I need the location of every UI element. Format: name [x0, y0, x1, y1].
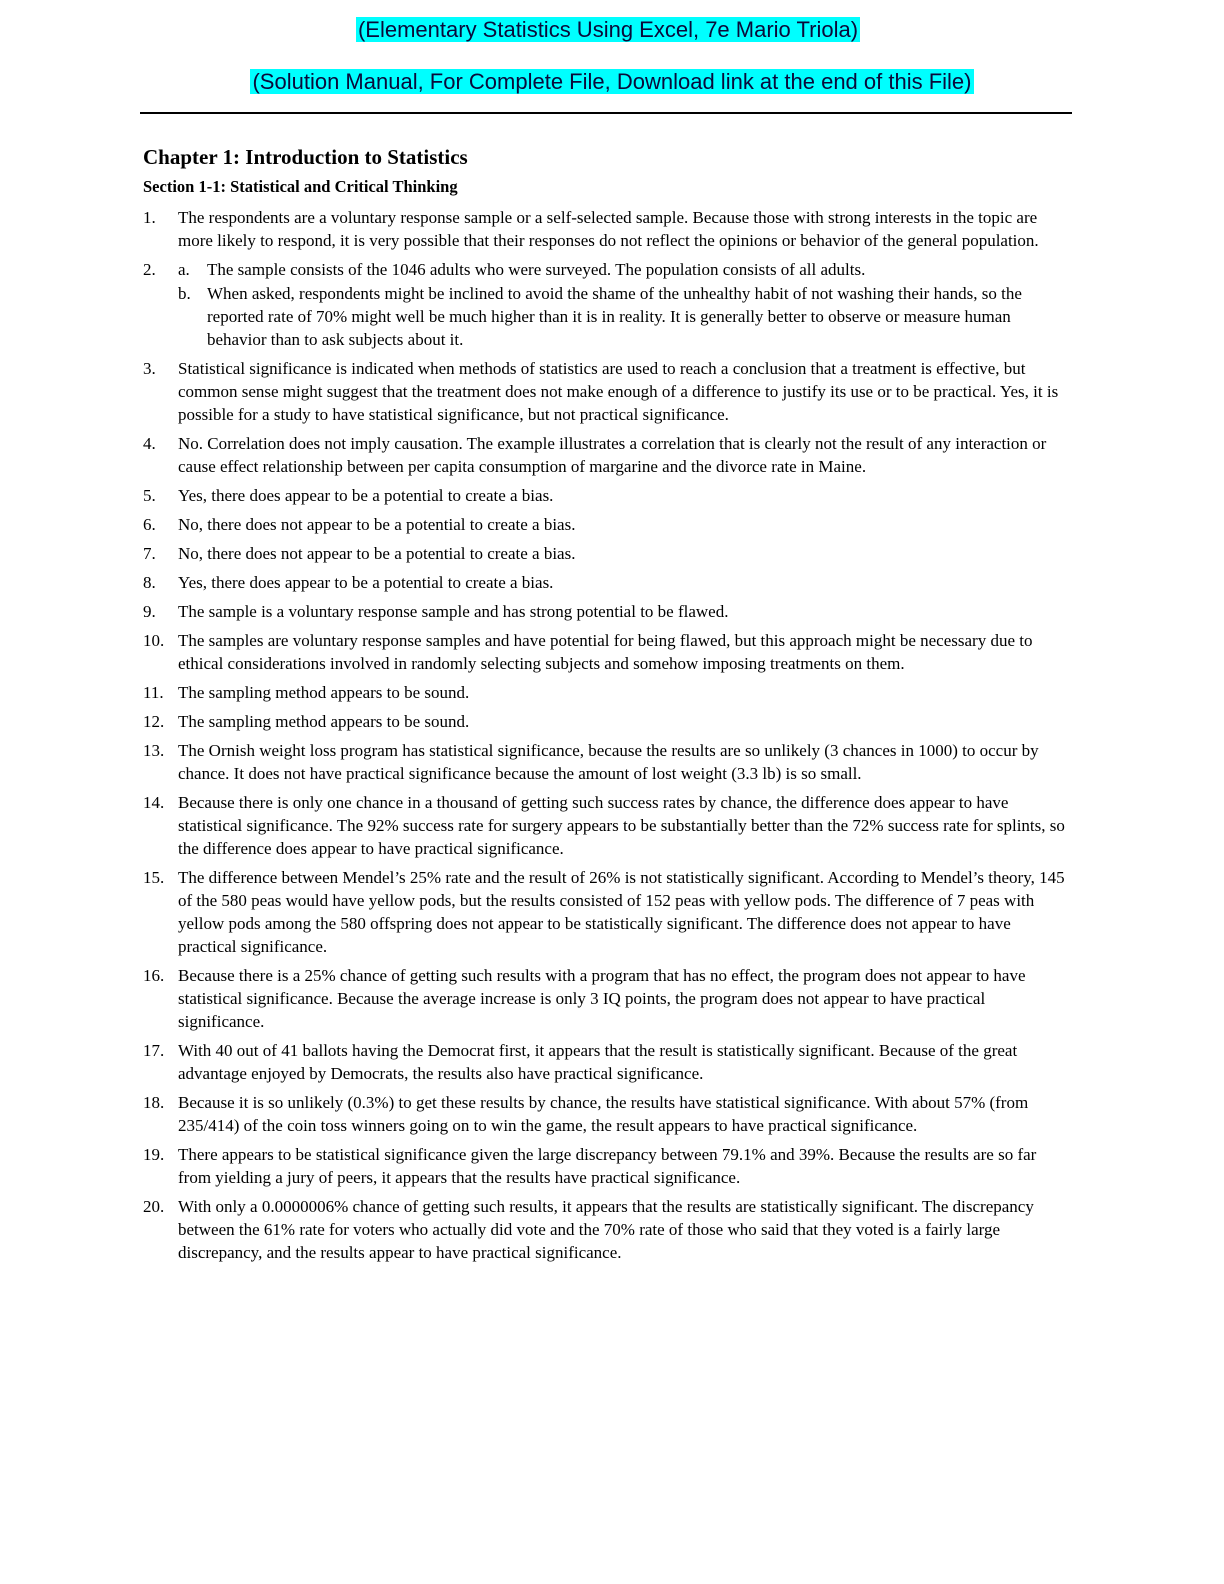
list-item [143, 258, 1073, 351]
item-text: Yes, there does appear to be a potential to create a bias. [178, 486, 554, 505]
chapter-title: Chapter 1: Introduction to Statistics [143, 145, 468, 169]
document-body [143, 143, 1073, 1270]
item-text: No. Correlation does not imply causation. The example illustrates a correlation that is clearly not the result of any interaction or cause effect relationship between per capita consumption of margarine and the divorce rate in Maine. [178, 434, 1047, 476]
sub-list [178, 258, 1073, 351]
item-text: The respondents are a voluntary response sample or a self-selected sample. Because those with strong interests in the topic are more likely to respond, it is very possible that their responses do not reflect the opinions or behavior of the general population. [178, 208, 1039, 250]
list-item [143, 964, 1073, 1033]
list-item [143, 600, 1073, 623]
item-text: With only a 0.0000006% chance of getting such results, it appears that the results are statistically significant. The discrepancy between the 61% rate for voters who actually did vote and the 70% rate of those who said that they voted is a fairly large discrepancy, and the results appear to have practical significance. [178, 1197, 1034, 1262]
item-text: No, there does not appear to be a potential to create a bias. [178, 515, 576, 534]
list-item [143, 1195, 1073, 1264]
sub-item-text: When asked, respondents might be inclined to avoid the shame of the unhealthy habit of not washing their hands, so the reported rate of 70% might well be much higher than it is in reality. It is generally better to observe or measure human behavior than to ask subjects about it. [207, 284, 1022, 349]
item-number: 2. [143, 260, 156, 279]
item-number: 18. [143, 1093, 165, 1112]
item-text: The sampling method appears to be sound. [178, 712, 470, 731]
item-number: 19. [143, 1145, 165, 1164]
item-text: No, there does not appear to be a potential to create a bias. [178, 544, 576, 563]
sub-list-item [178, 258, 1073, 281]
sub-item-text: The sample consists of the 1046 adults who were surveyed. The population consists of all adults. [207, 260, 866, 279]
header-banner-download [0, 69, 1224, 95]
item-number: 4. [143, 434, 156, 453]
list-item [143, 1143, 1073, 1189]
item-number: 8. [143, 573, 156, 592]
header-download-text: (Solution Manual, For Complete File, Download link at the end of this File) [252, 69, 972, 94]
list-item [143, 432, 1073, 478]
sub-item-letter: a. [178, 260, 190, 279]
list-item [143, 542, 1073, 565]
item-number: 20. [143, 1197, 165, 1216]
item-text: The difference between Mendel’s 25% rate and the result of 26% is not statistically significant. According to Mendel’s theory, 145 of the 580 peas would have yellow pods, but the results consisted of 152 peas with yellow pods. The difference of 7 peas with yellow pods among the 580 offspring does not appear to be statistically significant. The difference does not appear to have practical significance. [178, 868, 1065, 956]
item-text: The sample is a voluntary response sample and has strong potential to be flawed. [178, 602, 729, 621]
list-item [143, 513, 1073, 536]
item-number: 16. [143, 966, 165, 985]
sub-item-letter: b. [178, 284, 191, 303]
list-item [143, 1091, 1073, 1137]
list-item [143, 357, 1073, 426]
list-item [143, 484, 1073, 507]
item-number: 3. [143, 359, 156, 378]
item-number: 10. [143, 631, 165, 650]
list-item [143, 571, 1073, 594]
list-item [143, 629, 1073, 675]
item-number: 17. [143, 1041, 165, 1060]
item-text: Because there is only one chance in a thousand of getting such success rates by chance, the difference does appear to have statistical significance. The 92% success rate for surgery appears to be substantially better than the 72% success rate for splints, so the difference does appear to have practical significance. [178, 793, 1065, 858]
item-number: 5. [143, 486, 156, 505]
list-item [143, 791, 1073, 860]
item-number: 12. [143, 712, 165, 731]
item-number: 9. [143, 602, 156, 621]
list-item [143, 206, 1073, 252]
item-number: 6. [143, 515, 156, 534]
item-number: 15. [143, 868, 165, 887]
section-title: Section 1-1: Statistical and Critical Thinking [143, 177, 458, 196]
list-item [143, 681, 1073, 704]
item-number: 1. [143, 208, 156, 227]
item-text: The samples are voluntary response samples and have potential for being flawed, but this approach might be necessary due to ethical considerations involved in randomly selecting subjects and somehow imposing treatments on them. [178, 631, 1033, 673]
item-number: 13. [143, 741, 165, 760]
list-item [143, 739, 1073, 785]
header-divider [140, 112, 1072, 114]
item-number: 14. [143, 793, 165, 812]
item-text: There appears to be statistical significance given the large discrepancy between 79.1% and 39%. Because the results are so far from yielding a jury of peers, it appears that the results have practical significance. [178, 1145, 1037, 1187]
item-number: 11. [143, 683, 164, 702]
item-text: Because there is a 25% chance of getting such results with a program that has no effect, the program does not appear to have statistical significance. Because the average increase is only 3 IQ points, the program does not appear to have practical significance. [178, 966, 1026, 1031]
item-text: Because it is so unlikely (0.3%) to get these results by chance, the results have statistical significance. With about 57% (from 235/414) of the coin toss winners going on to win the game, the result appears to have practical significance. [178, 1093, 1029, 1135]
item-number: 7. [143, 544, 156, 563]
list-item [143, 710, 1073, 733]
header-title-text: (Elementary Statistics Using Excel, 7e Mario Triola) [357, 17, 859, 42]
item-text: The Ornish weight loss program has statistical significance, because the results are so unlikely (3 chances in 1000) to occur by chance. It does not have practical significance because the amount of lost weight (3.3 lb) is so small. [178, 741, 1039, 783]
sub-list-item [178, 282, 1073, 351]
item-text: With 40 out of 41 ballots having the Democrat first, it appears that the result is statistically significant. Because of the great advantage enjoyed by Democrats, the results also have practical significance. [178, 1041, 1018, 1083]
item-text: The sampling method appears to be sound. [178, 683, 470, 702]
item-text: Yes, there does appear to be a potential to create a bias. [178, 573, 554, 592]
header-banner-title [0, 17, 1224, 43]
answer-list [143, 206, 1073, 1264]
item-text: Statistical significance is indicated when methods of statistics are used to reach a conclusion that a treatment is effective, but common sense might suggest that the treatment does not make enough of a difference to justify its use or to be practical. Yes, it is possible for a study to have statistical significance, but not practical significance. [178, 359, 1059, 424]
list-item [143, 1039, 1073, 1085]
list-item [143, 866, 1073, 958]
